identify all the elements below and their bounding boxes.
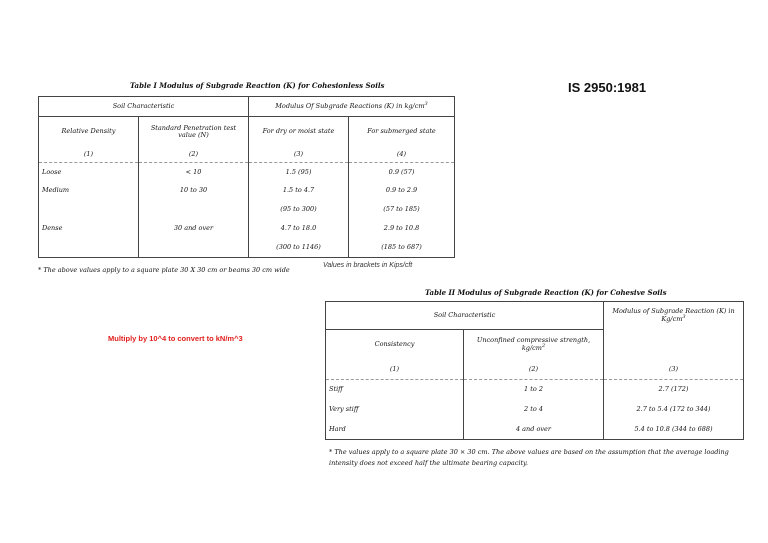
table-row: (300 to 1146) (185 to 687)	[39, 239, 455, 258]
brackets-note: Values in brackets in Kips/cft	[323, 262, 413, 269]
table-row: Medium 10 to 30 1.5 to 4.7 0.9 to 2.9	[39, 182, 455, 201]
standard-number: IS 2950:1981	[568, 80, 647, 95]
table1-num-4: (4)	[349, 147, 455, 163]
table1-caption: Table I Modulus of Subgrade Reaction (K) for Cohesionless Soils	[130, 81, 385, 90]
table1-footnote: * The above values apply to a square plate 30 X 30 cm or beams 30 cm wide	[38, 266, 290, 274]
table1-col-dry: For dry or moist state	[249, 117, 349, 147]
table2-footnote-line2: intensity does not exceed half the ultimate bearing capacity.	[329, 459, 528, 467]
table1-col-spt: Standard Penetration test value (N)	[139, 117, 249, 147]
table2-caption: Table II Modulus of Subgrade Reaction (K) for Cohesive Soils	[425, 288, 667, 297]
table-row: Dense 30 and over 4.7 to 18.0 2.9 to 10.8	[39, 220, 455, 239]
table2-num-2: (2)	[464, 360, 604, 380]
table-row: (95 to 300) (57 to 185)	[39, 201, 455, 220]
conversion-note: Multiply by 10^4 to convert to kN/m^3	[108, 334, 243, 343]
table1-col-submerged: For submerged state	[349, 117, 455, 147]
table2-group-modulus: Modulus of Subgrade Reaction (K) in $Kg/cm^3$	[604, 302, 744, 360]
table-row: Hard 4 and over 5.4 to 10.8 (344 to 688)	[326, 420, 744, 440]
table2-num-1: (1)	[326, 360, 464, 380]
table1-col-density: Relative Density	[39, 117, 139, 147]
table2-col-consistency: Consistency	[326, 330, 464, 360]
table2-num-3: (3)	[604, 360, 744, 380]
table-row: Stiff 1 to 2 2.7 (172)	[326, 380, 744, 400]
table1-num-2: (2)	[139, 147, 249, 163]
table-row: Loose < 10 1.5 (95) 0.9 (57)	[39, 163, 455, 182]
table2	[325, 301, 744, 440]
table-row: Very stiff 2 to 4 2.7 to 5.4 (172 to 344)	[326, 400, 744, 420]
table2-group-soil: Soil Characteristic	[326, 302, 604, 330]
table1-num-1: (1)	[39, 147, 139, 163]
table1-group-modulus: Modulus Of Subgrade Reactions (K) in $kg/cm^3$	[249, 97, 455, 117]
table1	[38, 96, 455, 258]
table2-footnote-line1: * The values apply to a square plate 30 × 30 cm. The above values are based on the assumption that the average loading	[329, 448, 729, 456]
table1-group-soil: Soil Characteristic	[39, 97, 249, 117]
table2-col-strength: Unconfined compressive strength, $kg/cm^2$	[464, 330, 604, 360]
table1-num-3: (3)	[249, 147, 349, 163]
